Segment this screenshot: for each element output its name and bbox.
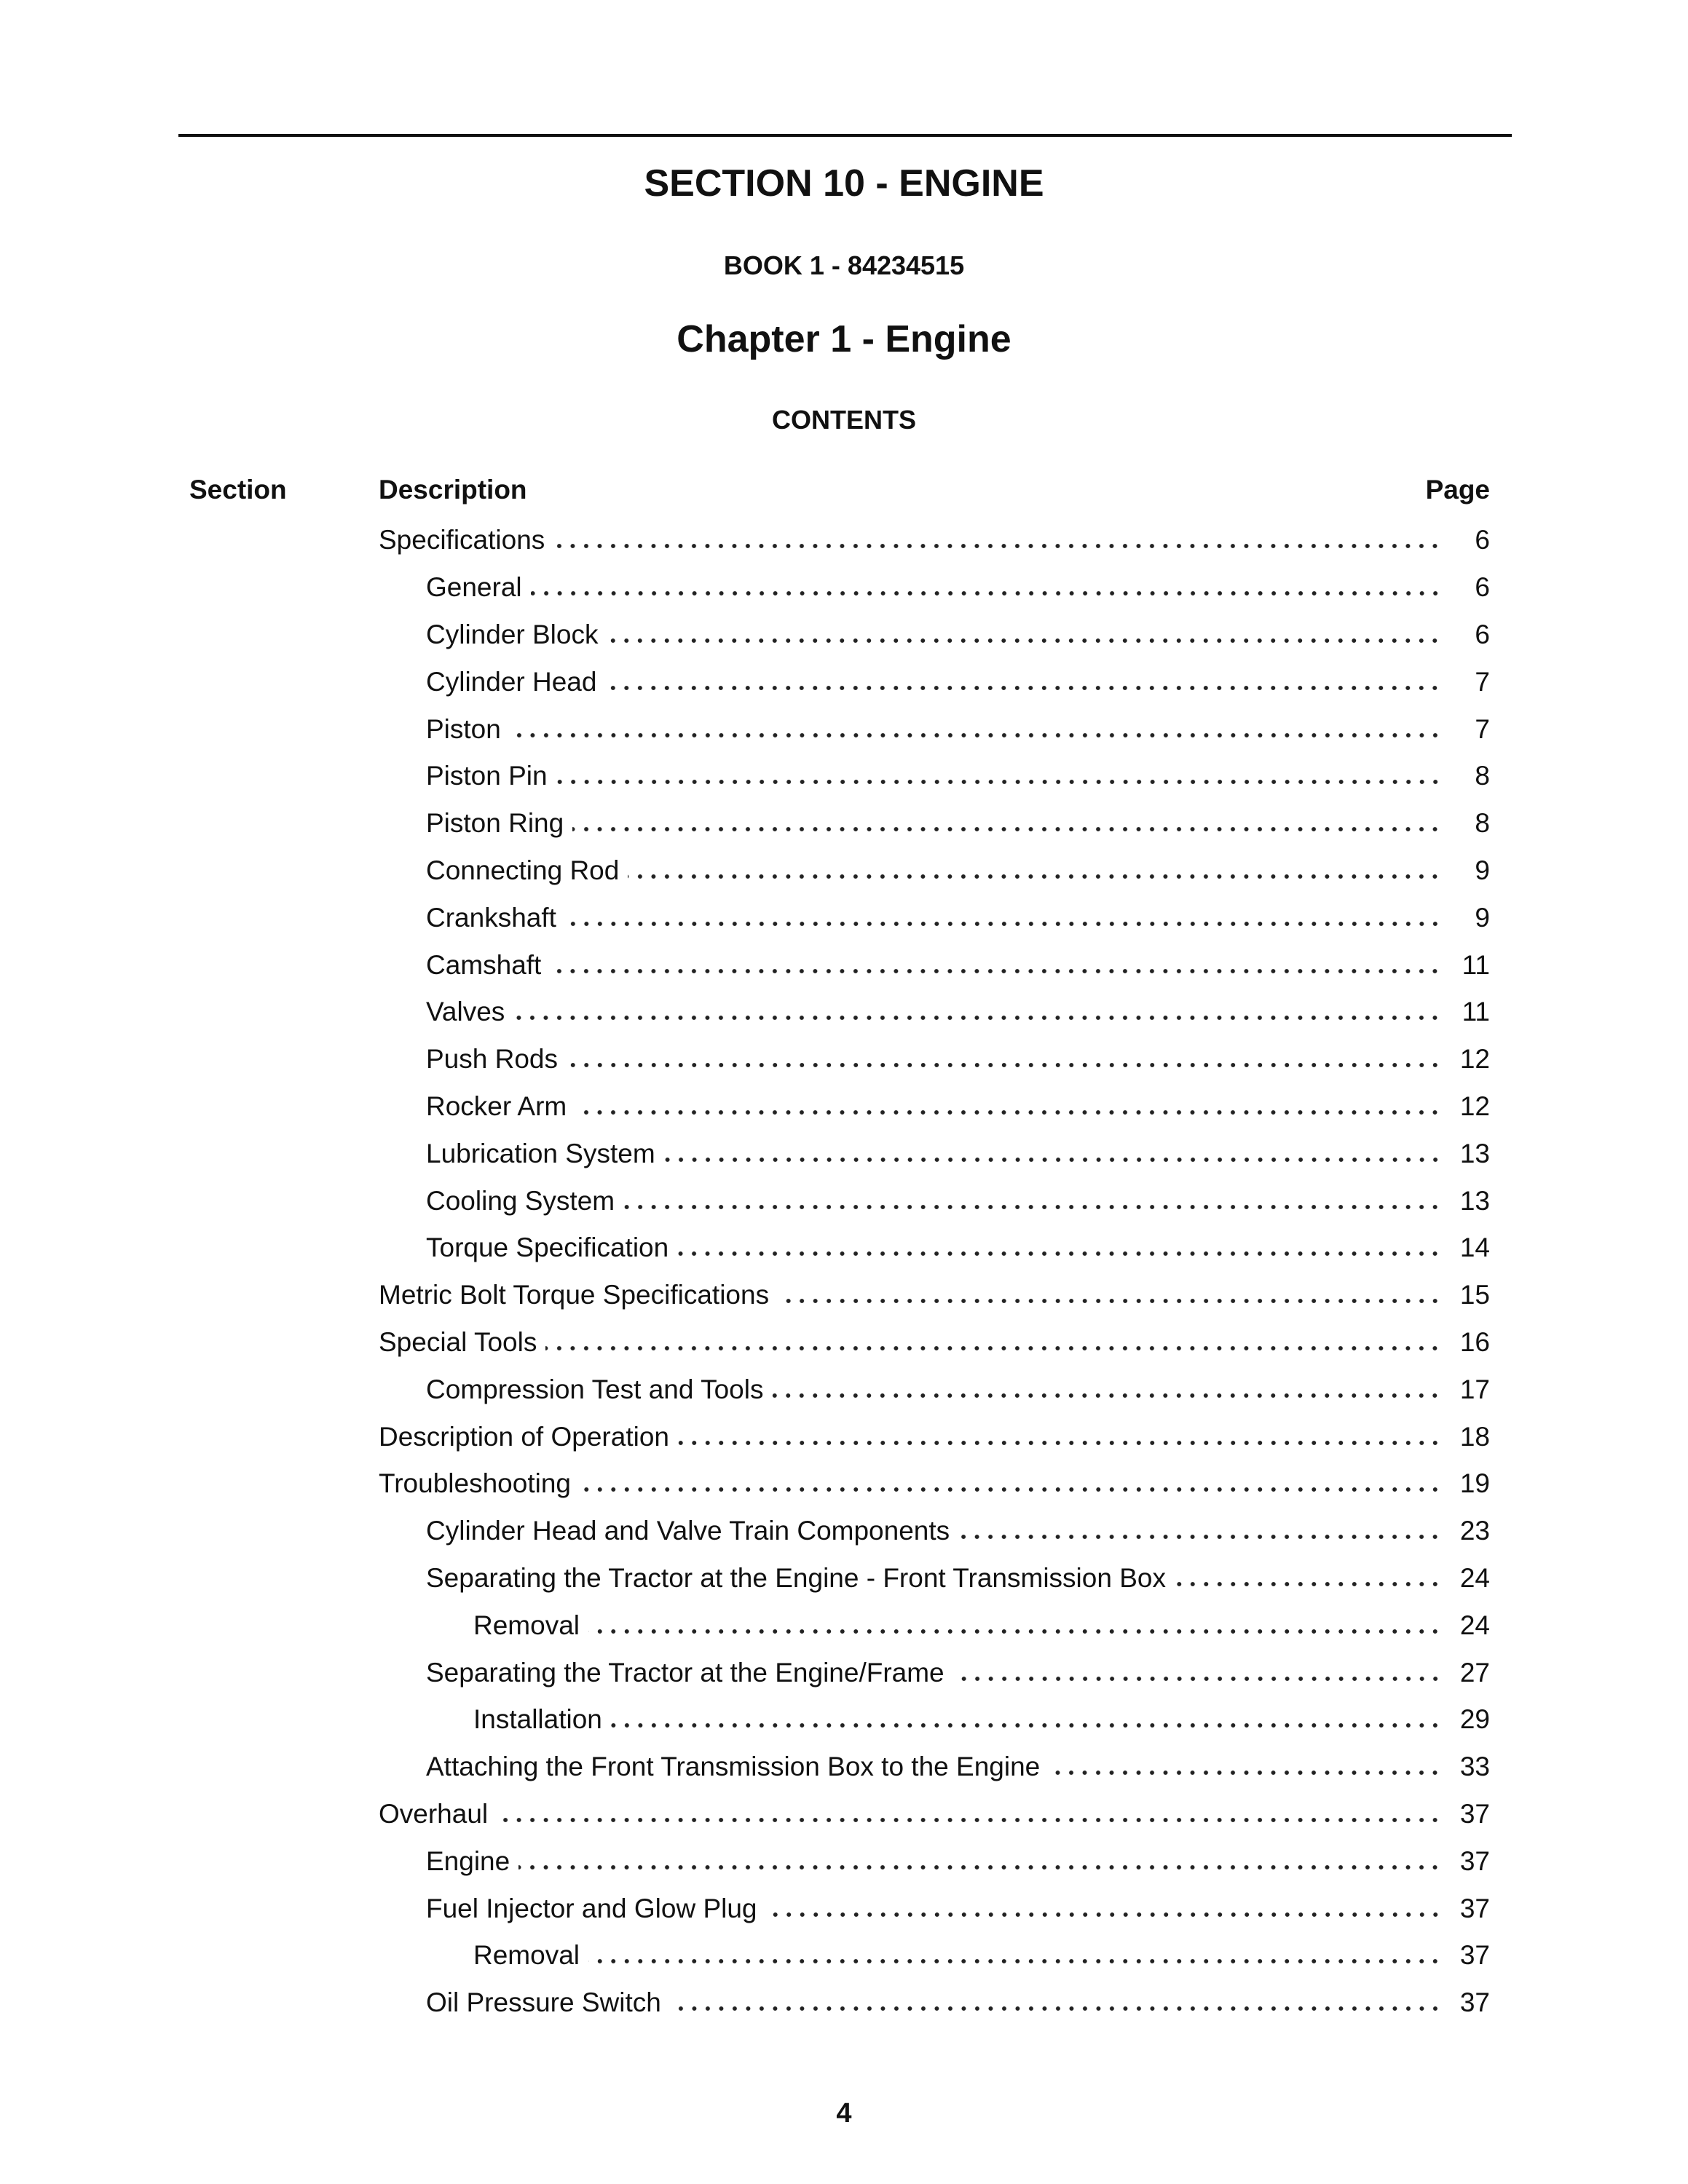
book-number: BOOK 1 - 84234515 — [723, 250, 965, 280]
toc-entry — [379, 1272, 1490, 1319]
dot-leader — [607, 620, 1442, 649]
toc-entry — [379, 989, 1490, 1036]
toc-entry-page: 23 — [1459, 1516, 1490, 1546]
toc-entry — [379, 1791, 1490, 1838]
toc-entry — [379, 1460, 1490, 1508]
dot-leader — [588, 1941, 1442, 1970]
top-rule — [178, 134, 1512, 137]
toc-entry-page: 15 — [1459, 1280, 1490, 1310]
toc-entry — [379, 1979, 1490, 2027]
section-title: SECTION 10 - ENGINE — [644, 162, 1044, 205]
toc-entry-page: 6 — [1475, 525, 1490, 555]
dot-leader — [778, 1281, 1442, 1310]
toc-entry-title: Oil Pressure Switch — [426, 1987, 661, 2018]
toc-entry — [379, 941, 1490, 989]
toc-entry — [379, 1036, 1490, 1083]
toc-entry-page: 29 — [1459, 1704, 1490, 1735]
toc-entry-title: Cylinder Head and Valve Train Components — [426, 1516, 950, 1546]
dot-leader — [772, 1375, 1442, 1404]
toc-entry-page: 11 — [1462, 997, 1490, 1027]
toc-entry — [379, 1744, 1490, 1791]
toc-entry-page: 37 — [1459, 1893, 1490, 1923]
dot-leader — [588, 1611, 1442, 1640]
toc-entry-page: 37 — [1459, 1798, 1490, 1829]
dot-leader — [623, 1187, 1442, 1216]
dot-leader — [545, 1328, 1442, 1357]
toc-entry-page: 33 — [1459, 1752, 1490, 1782]
toc-entry-page: 37 — [1459, 1987, 1490, 2018]
contents-heading: CONTENTS — [772, 405, 916, 435]
toc-entry-title: Removal — [473, 1940, 580, 1971]
toc-entry-title: Description of Operation — [379, 1421, 669, 1452]
toc-entry-title: Torque Specification — [426, 1233, 669, 1263]
dot-leader — [567, 1045, 1442, 1074]
toc-entry-title: Cylinder Head — [426, 666, 597, 697]
toc-entry — [379, 753, 1490, 800]
toc-entry-title: Camshaft — [426, 949, 542, 980]
toc-entry-page: 11 — [1462, 949, 1490, 980]
dot-leader — [677, 1233, 1442, 1262]
toc-entry-title: Connecting Rod — [426, 855, 620, 885]
toc-entry-page: 24 — [1459, 1562, 1490, 1593]
table-of-contents — [379, 517, 1490, 2027]
dot-leader — [531, 573, 1442, 602]
toc-entry-title: Valves — [426, 997, 505, 1027]
toc-entry-title: General — [426, 572, 522, 603]
toc-entry — [379, 1696, 1490, 1744]
dot-leader — [575, 1092, 1442, 1121]
toc-entry-title: Installation — [473, 1704, 602, 1735]
dot-leader — [1049, 1752, 1442, 1781]
toc-entry-page: 17 — [1459, 1374, 1490, 1404]
toc-entry — [379, 564, 1490, 612]
dot-leader — [572, 809, 1442, 838]
dot-leader — [670, 1988, 1442, 2017]
dot-leader — [628, 856, 1442, 885]
toc-entry-page: 13 — [1459, 1185, 1490, 1216]
section-column-header: Section — [189, 475, 287, 505]
toc-entry-page: 19 — [1459, 1468, 1490, 1499]
toc-entry-title: Removal — [473, 1610, 580, 1640]
toc-entry-page: 8 — [1475, 808, 1490, 839]
toc-entry — [379, 658, 1490, 705]
chapter-title: Chapter 1 - Engine — [677, 318, 1011, 360]
dot-leader — [510, 715, 1442, 744]
dot-leader — [513, 997, 1442, 1026]
toc-entry — [379, 705, 1490, 753]
toc-entry — [379, 1555, 1490, 1602]
toc-entry-title: Separating the Tractor at the Engine/Frame — [426, 1657, 944, 1688]
toc-entry — [379, 1083, 1490, 1131]
toc-entry-page: 37 — [1459, 1940, 1490, 1971]
dot-leader — [605, 668, 1442, 697]
toc-entry-title: Piston Ring — [426, 808, 564, 839]
toc-entry-title: Cooling System — [426, 1185, 615, 1216]
toc-entry — [379, 847, 1490, 895]
toc-entry-page: 9 — [1475, 902, 1490, 933]
dot-leader — [565, 903, 1442, 933]
toc-entry — [379, 1224, 1490, 1272]
dot-leader — [664, 1139, 1442, 1168]
toc-entry-title: Rocker Arm — [426, 1091, 567, 1121]
toc-entry — [379, 1508, 1490, 1555]
toc-entry-page: 14 — [1459, 1233, 1490, 1263]
toc-entry-page: 9 — [1475, 855, 1490, 885]
toc-entry — [379, 894, 1490, 941]
toc-entry-title: Attaching the Front Transmission Box to the Engine — [426, 1752, 1041, 1782]
toc-entry-page: 12 — [1459, 1091, 1490, 1121]
toc-entry-page: 16 — [1459, 1326, 1490, 1357]
toc-entry-title: Crankshaft — [426, 902, 556, 933]
dot-leader — [678, 1423, 1442, 1452]
description-column-header: Description — [379, 475, 527, 505]
toc-entry-title: Push Rods — [426, 1044, 558, 1075]
toc-entry — [379, 1602, 1490, 1649]
toc-entry — [379, 1130, 1490, 1177]
dot-leader — [497, 1800, 1442, 1829]
toc-entry — [379, 800, 1490, 847]
toc-entry — [379, 1932, 1490, 1979]
dot-leader — [766, 1894, 1442, 1923]
toc-entry-title: Lubrication System — [426, 1138, 655, 1168]
dot-leader — [553, 526, 1442, 555]
toc-entry-title: Fuel Injector and Glow Plug — [426, 1893, 757, 1923]
toc-entry — [379, 612, 1490, 659]
toc-entry — [379, 1885, 1490, 1932]
toc-entry-page: 6 — [1475, 619, 1490, 649]
toc-entry-page: 27 — [1459, 1657, 1490, 1688]
toc-entry-title: Overhaul — [379, 1798, 489, 1829]
dot-leader — [580, 1469, 1442, 1498]
toc-entry-title: Piston Pin — [426, 761, 548, 791]
toc-entry-title: Engine — [426, 1845, 510, 1876]
dot-leader — [1175, 1564, 1442, 1593]
toc-entry-title: Specifications — [379, 525, 545, 555]
toc-entry-page: 8 — [1475, 761, 1490, 791]
toc-entry-title: Troubleshooting — [379, 1468, 571, 1499]
toc-entry — [379, 1177, 1490, 1224]
page-number: 4 — [836, 2098, 852, 2129]
dot-leader — [953, 1658, 1442, 1688]
toc-entry — [379, 517, 1490, 564]
dot-leader — [556, 761, 1442, 791]
toc-entry-title: Piston — [426, 713, 501, 744]
toc-entry-title: Metric Bolt Torque Specifications — [379, 1280, 770, 1310]
toc-entry-page: 12 — [1459, 1044, 1490, 1075]
toc-entry-title: Separating the Tractor at the Engine - Front Transmission Box — [426, 1562, 1166, 1593]
toc-entry — [379, 1413, 1490, 1460]
toc-entry-page: 18 — [1459, 1421, 1490, 1452]
toc-entry-page: 6 — [1475, 572, 1490, 603]
toc-entry — [379, 1366, 1490, 1413]
toc-entry-page: 7 — [1475, 713, 1490, 744]
dot-leader — [550, 951, 1442, 980]
page-column-header: Page — [1425, 475, 1490, 505]
toc-entry-title: Special Tools — [379, 1326, 537, 1357]
toc-entry-page: 13 — [1459, 1138, 1490, 1168]
dot-leader — [611, 1705, 1442, 1734]
toc-entry-page: 37 — [1459, 1845, 1490, 1876]
toc-entry — [379, 1319, 1490, 1366]
toc-entry-title: Cylinder Block — [426, 619, 599, 649]
dot-leader — [518, 1847, 1442, 1876]
toc-entry — [379, 1837, 1490, 1885]
dot-leader — [958, 1516, 1442, 1546]
toc-entry-page: 7 — [1475, 666, 1490, 697]
toc-entry-page: 24 — [1459, 1610, 1490, 1640]
toc-entry-title: Compression Test and Tools — [426, 1374, 764, 1404]
toc-entry — [379, 1649, 1490, 1696]
